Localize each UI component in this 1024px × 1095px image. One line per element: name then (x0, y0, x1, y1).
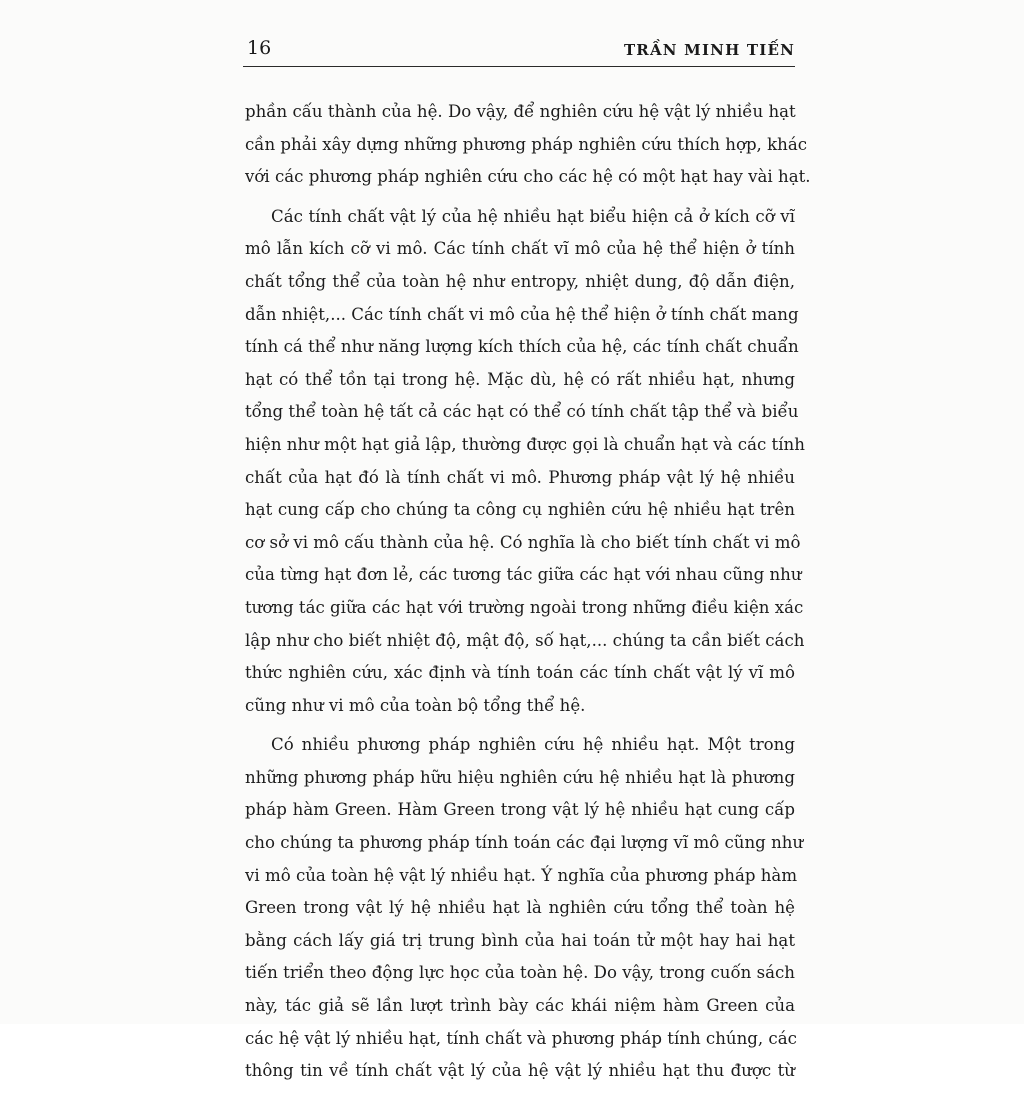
page-number: 16 (247, 37, 272, 59)
text-line: vi mô của toàn hệ vật lý nhiều hạt. Ý nghĩa của phương pháp hàm (245, 865, 798, 885)
text-line: tổng thể toàn hệ tất cả các hạt có thể có tính chất tập thể và biểu (245, 402, 799, 422)
running-header (243, 36, 795, 67)
text-line: cơ sở vi mô cấu thành của hệ. Có nghĩa là cho biết tính chất vi mô (245, 532, 801, 552)
text-line: pháp hàm Green. Hàm Green trong vật lý hệ nhiều hạt cung cấp (245, 800, 795, 820)
paragraph-1 (245, 96, 811, 194)
paragraph-2 (245, 201, 805, 723)
text-line: tương tác giữa các hạt với trường ngoài trong những điều kiện xác (245, 597, 804, 617)
text-line: hạt cung cấp cho chúng ta công cụ nghiên cứu hệ nhiều hạt trên (245, 500, 795, 520)
text-line: Các tính chất vật lý của hệ nhiều hạt biểu hiện cả ở kích cỡ vĩ (271, 206, 795, 226)
text-line: cần phải xây dựng những phương pháp nghiên cứu thích hợp, khác (245, 134, 808, 154)
text-line: thức nghiên cứu, xác định và tính toán các tính chất vật lý vĩ mô (245, 663, 795, 683)
text-line: tính cá thể như năng lượng kích thích của hệ, các tính chất chuẩn (245, 337, 799, 357)
text-line: dẫn nhiệt,... Các tính chất vi mô của hệ thể hiện ở tính chất mang (245, 304, 799, 324)
text-line: Có nhiều phương pháp nghiên cứu hệ nhiều hạt. Một trong (271, 735, 795, 755)
text-line: lập như cho biết nhiệt độ, mật độ, số hạt,... chúng ta cần biết cách (245, 630, 805, 650)
text-line: cũng như vi mô của toàn bộ tổng thể hệ. (245, 695, 586, 715)
text-line: các hệ vật lý nhiều hạt, tính chất và phương pháp tính chúng, các (245, 1028, 797, 1048)
text-line: hạt có thể tồn tại trong hệ. Mặc dù, hệ có rất nhiều hạt, nhưng (245, 369, 795, 389)
text-line: với các phương pháp nghiên cứu cho các hệ có một hạt hay vài hạt. (245, 167, 811, 187)
text-line: của từng hạt đơn lẻ, các tương tác giữa các hạt với nhau cũng như (245, 565, 802, 585)
text-line: bằng cách lấy giá trị trung bình của hai toán tử một hay hai hạt (245, 930, 795, 950)
text-line: tiến triển theo động lực học của toàn hệ. Do vậy, trong cuốn sách (245, 963, 795, 983)
text-line: phần cấu thành của hệ. Do vậy, để nghiên cứu hệ vật lý nhiều hạt (245, 102, 796, 121)
text-line: chất của hạt đó là tính chất vi mô. Phương pháp vật lý hệ nhiều (245, 467, 795, 487)
body-text (245, 96, 811, 1095)
text-line: này, tác giả sẽ lần lượt trình bày các khái niệm hàm Green của (245, 996, 795, 1016)
paragraph-3 (245, 729, 804, 1088)
text-line: cho chúng ta phương pháp tính toán các đại lượng vĩ mô cũng như (245, 833, 804, 853)
text-line: thông tin về tính chất vật lý của hệ vật lý nhiều hạt thu được từ (245, 1061, 795, 1081)
text-line: mô lẫn kích cỡ vi mô. Các tính chất vĩ mô của hệ thể hiện ở tính (245, 239, 795, 259)
text-line: Green trong vật lý hệ nhiều hạt là nghiên cứu tổng thể toàn hệ (245, 898, 795, 918)
author-name: TRẦN MINH TIẾN (623, 41, 795, 59)
text-line: hiện như một hạt giả lập, thường được gọi là chuẩn hạt và các tính (245, 434, 805, 454)
text-line: những phương pháp hữu hiệu nghiên cứu hệ nhiều hạt là phương (245, 767, 795, 787)
text-line: chất tổng thể của toàn hệ như entropy, nhiệt dung, độ dẫn điện, (245, 271, 795, 291)
